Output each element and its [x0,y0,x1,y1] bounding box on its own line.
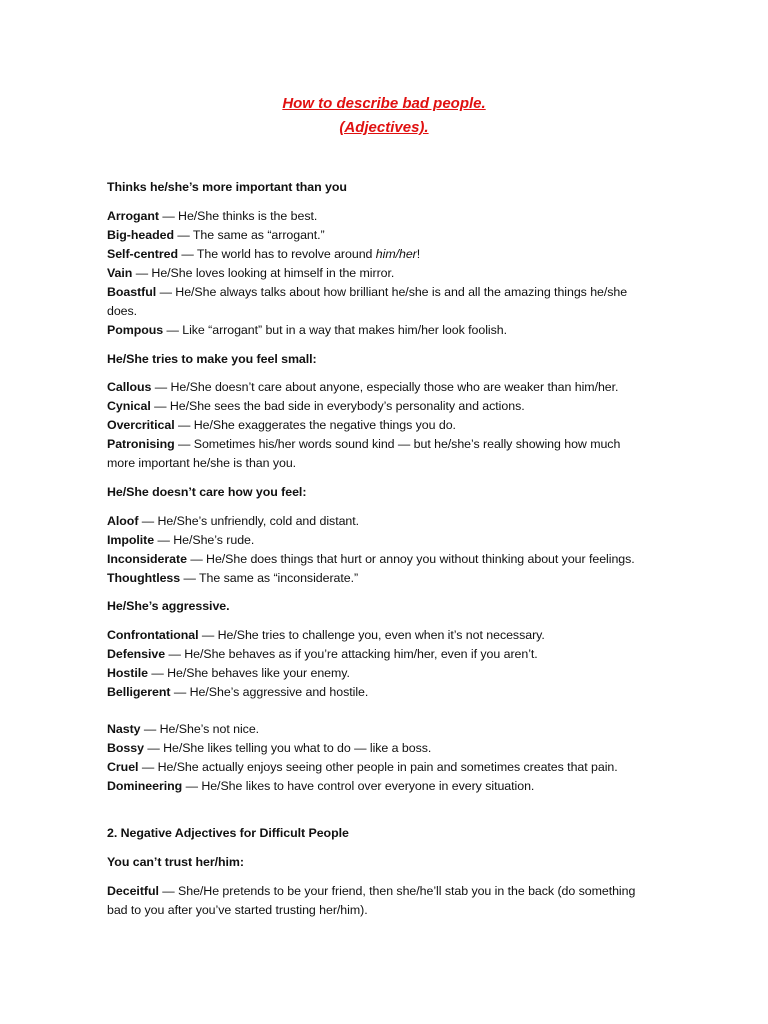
document-title: How to describe bad people. [282,95,486,112]
term: Patronising [107,437,175,451]
section-heading: He/She doesn’t care how you feel: [107,485,307,499]
list-item [107,397,707,416]
list-item [107,626,707,645]
term: Domineering [107,779,183,793]
list-item [107,531,707,550]
term: Hostile [107,666,148,680]
definition-emphasis: him/her [375,247,417,261]
term: Self-centred [107,247,179,261]
definition: — He/She actually enjoys seeing other people in pain and sometimes creates that pain. [138,760,618,774]
term: Big-headed [107,228,174,242]
list-item [107,739,707,758]
term: Thoughtless [107,571,181,585]
list-item [107,264,707,283]
list-item [107,283,707,302]
list-item [107,683,707,702]
document-subtitle: (Adjectives). [339,119,429,136]
list-item [107,758,707,777]
list-item [107,882,707,901]
term: Inconsiderate [107,552,187,566]
definition: — He/She thinks is the best. [158,209,318,223]
definition: — He/She’s rude. [154,533,255,547]
term: Aloof [107,514,139,528]
definition: — He/She doesn’t care about anyone, especially those who are weaker than him/her. [151,380,619,394]
definition: — He/She sees the bad side in everybody’s personality and actions. [150,399,525,413]
definition: — He/She loves looking at himself in the mirror. [132,266,395,280]
list-item [107,416,707,435]
list-item [107,226,707,245]
section-heading: He/She tries to make you feel small: [107,352,317,366]
section-heading: 2. Negative Adjectives for Difficult People [107,826,349,840]
term: Cynical [107,399,151,413]
term: Vain [107,266,133,280]
definition: — Sometimes his/her words sound kind — but he/she’s really showing how much [174,437,621,451]
term: Deceitful [107,884,159,898]
term: Nasty [107,722,141,736]
definition: — She/He pretends to be your friend, then she/he’ll stab you in the back (do something [158,884,636,898]
section-heading: Thinks he/she’s more important than you [107,180,347,194]
definition: — He/She exaggerates the negative things you do. [174,418,456,432]
definition: — The same as “arrogant.” [173,228,325,242]
list-item [107,378,707,397]
list-item [107,550,707,569]
list-item [107,321,707,340]
list-item [107,569,707,588]
definition-continuation: does. [107,304,138,318]
term: Arrogant [107,209,159,223]
definition: — He/She likes to have control over everyone in every situation. [182,779,535,793]
definition: — Like “arrogant” but in a way that makes him/her look foolish. [163,323,508,337]
term: Callous [107,380,152,394]
definition: — He/She behaves like your enemy. [147,666,350,680]
list-item [107,645,707,664]
section-subheading: You can’t trust her/him: [107,855,244,869]
definition: — He/She likes telling you what to do — like a boss. [143,741,432,755]
list-item [107,245,707,264]
definition: — The world has to revolve around [178,247,376,261]
term: Pompous [107,323,164,337]
term: Impolite [107,533,155,547]
list-item [107,777,707,796]
definition: — He/She’s unfriendly, cold and distant. [138,514,360,528]
term: Cruel [107,760,139,774]
definition: — The same as “inconsiderate.” [180,571,359,585]
list-item [107,664,707,683]
term: Overcritical [107,418,175,432]
term: Defensive [107,647,166,661]
definition: — He/She tries to challenge you, even when it’s not necessary. [198,628,545,642]
list-item [107,435,707,454]
term: Confrontational [107,628,199,642]
section-heading: He/She’s aggressive. [107,599,230,613]
definition: — He/She’s aggressive and hostile. [170,685,369,699]
list-item [107,512,707,531]
term: Bossy [107,741,144,755]
definition: — He/She always talks about how brilliant he/she is and all the amazing things he/she [156,285,628,299]
term: Belligerent [107,685,171,699]
list-item [107,720,707,739]
term: Boastful [107,285,157,299]
definition-continuation: bad to you after you’ve started trusting her/him). [107,903,368,917]
definition-tail: ! [416,247,421,261]
definition-continuation: more important he/she is than you. [107,456,297,470]
definition: — He/She does things that hurt or annoy you without thinking about your feelings. [186,552,635,566]
definition: — He/She’s not nice. [140,722,260,736]
list-item [107,207,707,226]
definition: — He/She behaves as if you’re attacking him/her, even if you aren’t. [165,647,538,661]
